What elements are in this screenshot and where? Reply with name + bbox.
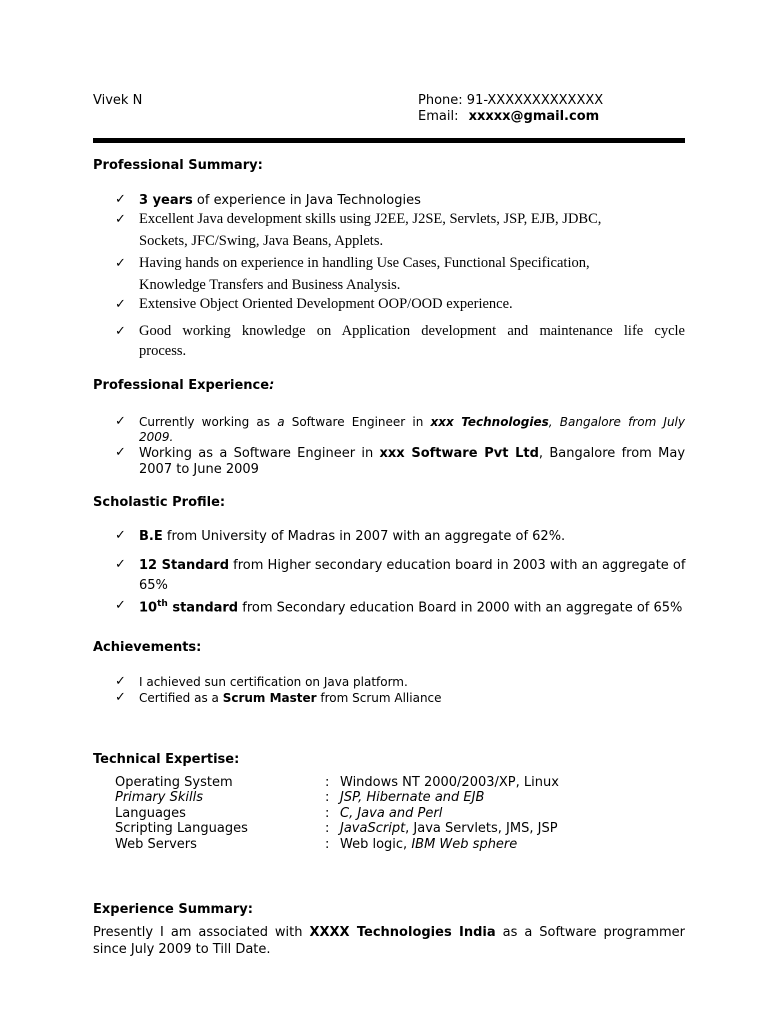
summary-item-3-line-2: Knowledge Transfers and Business Analysis. [139, 277, 401, 293]
scholastic-profile-heading: Scholastic Profile: [93, 495, 226, 510]
scholastic-item-2-line-2: 65% [139, 578, 168, 593]
email-value[interactable]: xxxxx@gmail.com [468, 109, 600, 124]
experience-item-1-company: xxx Technologies [430, 415, 549, 429]
summary-item-3-line-1: Having hands on experience in handling Use Cases, Functional Specification, [139, 255, 590, 271]
checkmark-icon: ✓ [115, 598, 126, 613]
tech-row-4-value-italic: JavaScript [340, 821, 406, 836]
phone-label: Phone: [418, 93, 463, 108]
experience-item-1-line-1 [139, 415, 685, 429]
experience-item-1-text-a: Currently working as [139, 415, 278, 429]
scholastic-item-2-line-1 [139, 558, 685, 573]
scholastic-item-3-text: from Secondary education Board in 2000 with an aggregate of 65% [238, 600, 683, 616]
tech-row-1-label: Operating System [115, 775, 233, 790]
tech-row-5-value [340, 837, 517, 852]
tech-row-4-value-rest: , Java Servlets, JMS, JSP [405, 821, 558, 836]
professional-experience-heading-text: Professional Experience [93, 378, 270, 393]
experience-item-2-line-1 [139, 446, 685, 461]
experience-summary-line-2: since July 2009 to Till Date. [93, 942, 271, 957]
tech-row-4-value [340, 821, 558, 836]
scholastic-item-3-bold-a: 10 [139, 600, 158, 616]
professional-experience-heading [93, 378, 274, 393]
experience-summary-company: XXXX Technologies India [309, 925, 496, 940]
scholastic-item-2-bold: 12 Standard [139, 558, 230, 573]
checkmark-icon: ✓ [115, 324, 126, 339]
phone-line [418, 93, 603, 108]
professional-summary-heading: Professional Summary: [93, 158, 263, 173]
summary-item-1-bold: 3 years [139, 193, 193, 208]
checkmark-icon: ✓ [115, 192, 126, 207]
experience-item-2-line-2: 2007 to June 2009 [139, 462, 259, 477]
candidate-name: Vivek N [93, 93, 143, 108]
tech-row-2-colon: : [325, 790, 330, 805]
checkmark-icon: ✓ [115, 445, 126, 460]
checkmark-icon: ✓ [115, 674, 126, 689]
achievements-heading: Achievements: [93, 640, 202, 655]
experience-item-2-text-a: Working as a Software Engineer in [139, 446, 380, 461]
experience-item-2-company: xxx Software Pvt Ltd [379, 446, 539, 461]
email-label: Email: [418, 109, 459, 124]
tech-row-3-colon: : [325, 806, 330, 821]
experience-item-1-text-e: , Bangalore from July [548, 415, 685, 429]
tech-row-3-value: C, Java and Perl [340, 806, 443, 821]
checkmark-icon: ✓ [115, 414, 126, 429]
scholastic-item-2-text: from Higher secondary education board in 2003 with an aggregate of [229, 558, 686, 573]
experience-item-1-line-2: 2009. [139, 430, 174, 444]
summary-item-2-line-2: Sockets, JFC/Swing, Java Beans, Applets. [139, 233, 384, 249]
tech-row-1-colon: : [325, 775, 330, 790]
checkmark-icon: ✓ [115, 256, 126, 271]
tech-row-5-colon: : [325, 837, 330, 852]
tech-row-4-label: Scripting Languages [115, 821, 248, 836]
scholastic-item-3-sup: th [157, 599, 168, 609]
phone-value: 91-XXXXXXXXXXXXX [466, 93, 604, 108]
tech-row-3-label: Languages [115, 806, 186, 821]
summary-item-1-text: of experience in Java Technologies [192, 193, 421, 208]
scholastic-item-1-text: from University of Madras in 2007 with an aggregate of 62%. [162, 529, 566, 544]
summary-item-1 [139, 193, 421, 208]
tech-row-2-label: Primary Skills [115, 790, 203, 805]
achievement-item-2 [139, 691, 442, 705]
tech-row-4-colon: : [325, 821, 330, 836]
email-line [418, 109, 599, 124]
achievement-item-2-text-a: Certified as a [139, 691, 223, 705]
checkmark-icon: ✓ [115, 690, 126, 705]
checkmark-icon: ✓ [115, 528, 126, 543]
scholastic-item-3 [139, 599, 682, 615]
experience-summary-text-c: as a Software programmer [495, 925, 686, 940]
experience-item-1-text-b: a [277, 415, 285, 429]
checkmark-icon: ✓ [115, 212, 126, 227]
scholastic-item-3-bold-b: standard [167, 600, 239, 616]
tech-row-5-value-a: Web logic, [340, 837, 412, 852]
experience-item-2-text-c: , Bangalore from May [538, 446, 686, 461]
experience-summary-text-a: Presently I am associated with [93, 925, 310, 940]
tech-row-5-label: Web Servers [115, 837, 197, 852]
checkmark-icon: ✓ [115, 297, 126, 312]
tech-row-5-value-b: IBM Web sphere [411, 837, 518, 852]
summary-item-4: Extensive Object Oriented Development OOP/OOD experience. [139, 296, 513, 312]
professional-experience-heading-colon: : [269, 378, 275, 393]
checkmark-icon: ✓ [115, 557, 126, 572]
experience-item-1-text-c: Software Engineer in [284, 415, 431, 429]
scholastic-item-1 [139, 529, 565, 544]
achievement-item-1: I achieved sun certification on Java platform. [139, 675, 408, 689]
summary-item-5-line-1: Good working knowledge on Application development and maintenance life cycle [139, 323, 685, 339]
header-divider [93, 138, 685, 143]
tech-row-2-value: JSP, Hibernate and EJB [340, 790, 485, 805]
experience-summary-line-1 [93, 925, 685, 940]
summary-item-2-line-1: Excellent Java development skills using J2EE, J2SE, Servlets, JSP, EJB, JDBC, [139, 211, 602, 227]
achievement-item-2-bold: Scrum Master [222, 691, 317, 705]
technical-expertise-heading: Technical Expertise: [93, 752, 240, 767]
summary-item-5-line-2: process. [139, 343, 187, 359]
tech-row-1-value: Windows NT 2000/2003/XP, Linux [340, 775, 559, 790]
experience-summary-heading: Experience Summary: [93, 902, 253, 917]
achievement-item-2-text-c: from Scrum Alliance [316, 691, 442, 705]
scholastic-item-1-bold: B.E [139, 529, 163, 544]
